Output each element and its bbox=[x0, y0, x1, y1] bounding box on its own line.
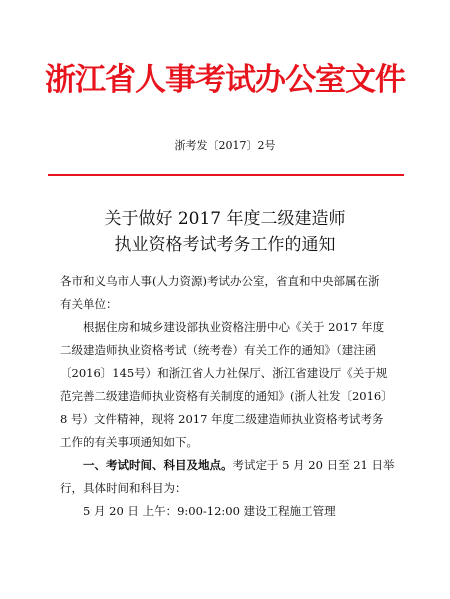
document-header-title: 浙江省人事考试办公室文件 bbox=[45, 62, 405, 98]
body-line: 各市和义乌市人事(人力资源)考试办公室，省直和中央部属在浙 bbox=[60, 274, 380, 288]
section-1-text: 考试定于 5 月 20 日至 21 日举 bbox=[232, 458, 395, 472]
section-1-line bbox=[60, 454, 402, 477]
body-line: 二级建造师执业资格考试（统考卷）有关工作的通知》（建注函 bbox=[60, 343, 377, 357]
body-line: 范完善二级建造师执业资格有关制度的通知》(浙人社发〔2016〕 bbox=[60, 389, 393, 403]
body-line: 8 号）文件精神，现将 2017 年度二级建造师执业资格考试考务 bbox=[60, 412, 384, 426]
body-line: 工作的有关事项通知如下。 bbox=[60, 435, 198, 449]
document-number: 浙考发〔2017〕2号 bbox=[174, 139, 276, 152]
body-line: 有关单位： bbox=[60, 297, 118, 311]
schedule-line: 5 月 20 日 上午：9:00-12:00 建设工程施工管理 bbox=[60, 504, 336, 518]
body-line: 〔2016〕145号）和浙江省人力社保厅、浙江省建设厅《关于规 bbox=[60, 366, 388, 380]
document-title-line-1: 关于做好 2017 年度二级建造师 bbox=[104, 209, 346, 229]
document-title bbox=[0, 206, 450, 258]
header-red-rule bbox=[48, 174, 404, 176]
body-line: 根据住房和城乡建设部执业资格注册中心《关于 2017 年度 bbox=[60, 320, 385, 334]
section-1-heading: 一、考试时间、科目及地点。 bbox=[60, 458, 233, 472]
document-title-line-2: 执业资格考试考务工作的通知 bbox=[114, 235, 336, 255]
section-1-line-2: 行，具体时间和科目为： bbox=[60, 481, 187, 495]
